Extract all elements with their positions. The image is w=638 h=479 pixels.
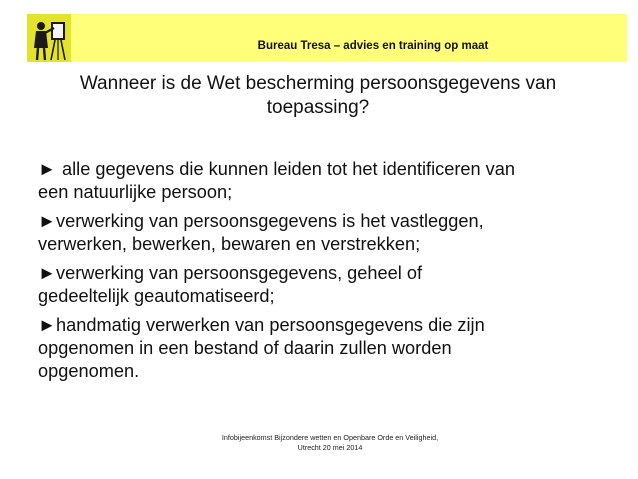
bullet-item	[38, 210, 628, 256]
header-title: Bureau Tresa – advies en training op maat	[257, 40, 489, 52]
bullet-text-line: een natuurlijke persoon;	[38, 182, 233, 202]
footer-line-1: Infobijeenkomst Bijzondere wetten en Openbare Orde en Veiligheid,	[221, 433, 439, 442]
bullet-text-line: verwerken, bewerken, bewaren en verstrekken;	[38, 234, 421, 254]
teacher-at-easel-icon	[27, 14, 71, 62]
bullet-text-line: alle gegevens die kunnen leiden tot het identificeren van	[62, 159, 516, 179]
bullet-item	[38, 262, 628, 308]
slide-title-line-1: Wanneer is de Wet bescherming persoonsgegevens van	[79, 73, 557, 94]
bullet-text-line: opgenomen in een bestand of daarin zullen worden	[38, 338, 452, 358]
footer-line-2: Utrecht 20 mei 2014	[297, 443, 363, 452]
bullet-text-line: verwerking van persoonsgegevens is het vastleggen,	[56, 211, 484, 231]
footer	[140, 433, 520, 453]
bullet-item	[38, 314, 628, 383]
bullet-arrow-icon: ►	[38, 315, 57, 335]
slide-title-line-2: toepassing?	[266, 97, 370, 118]
bullet-list	[38, 158, 628, 389]
bullet-text-line: opgenomen.	[38, 361, 140, 381]
bullet-arrow-icon: ►	[38, 263, 57, 283]
bullet-text-line: verwerking van persoonsgegevens, geheel of	[56, 263, 423, 283]
bullet-item	[38, 158, 628, 204]
bullet-text-line: handmatig verwerken van persoonsgegevens die zijn	[56, 315, 485, 335]
bullet-arrow-icon: ►	[38, 211, 57, 231]
slide-title	[20, 72, 616, 120]
bullet-text-line: gedeeltelijk geautomatiseerd;	[38, 286, 275, 306]
header-bar	[27, 14, 627, 62]
bullet-arrow-icon: ►	[38, 159, 57, 179]
